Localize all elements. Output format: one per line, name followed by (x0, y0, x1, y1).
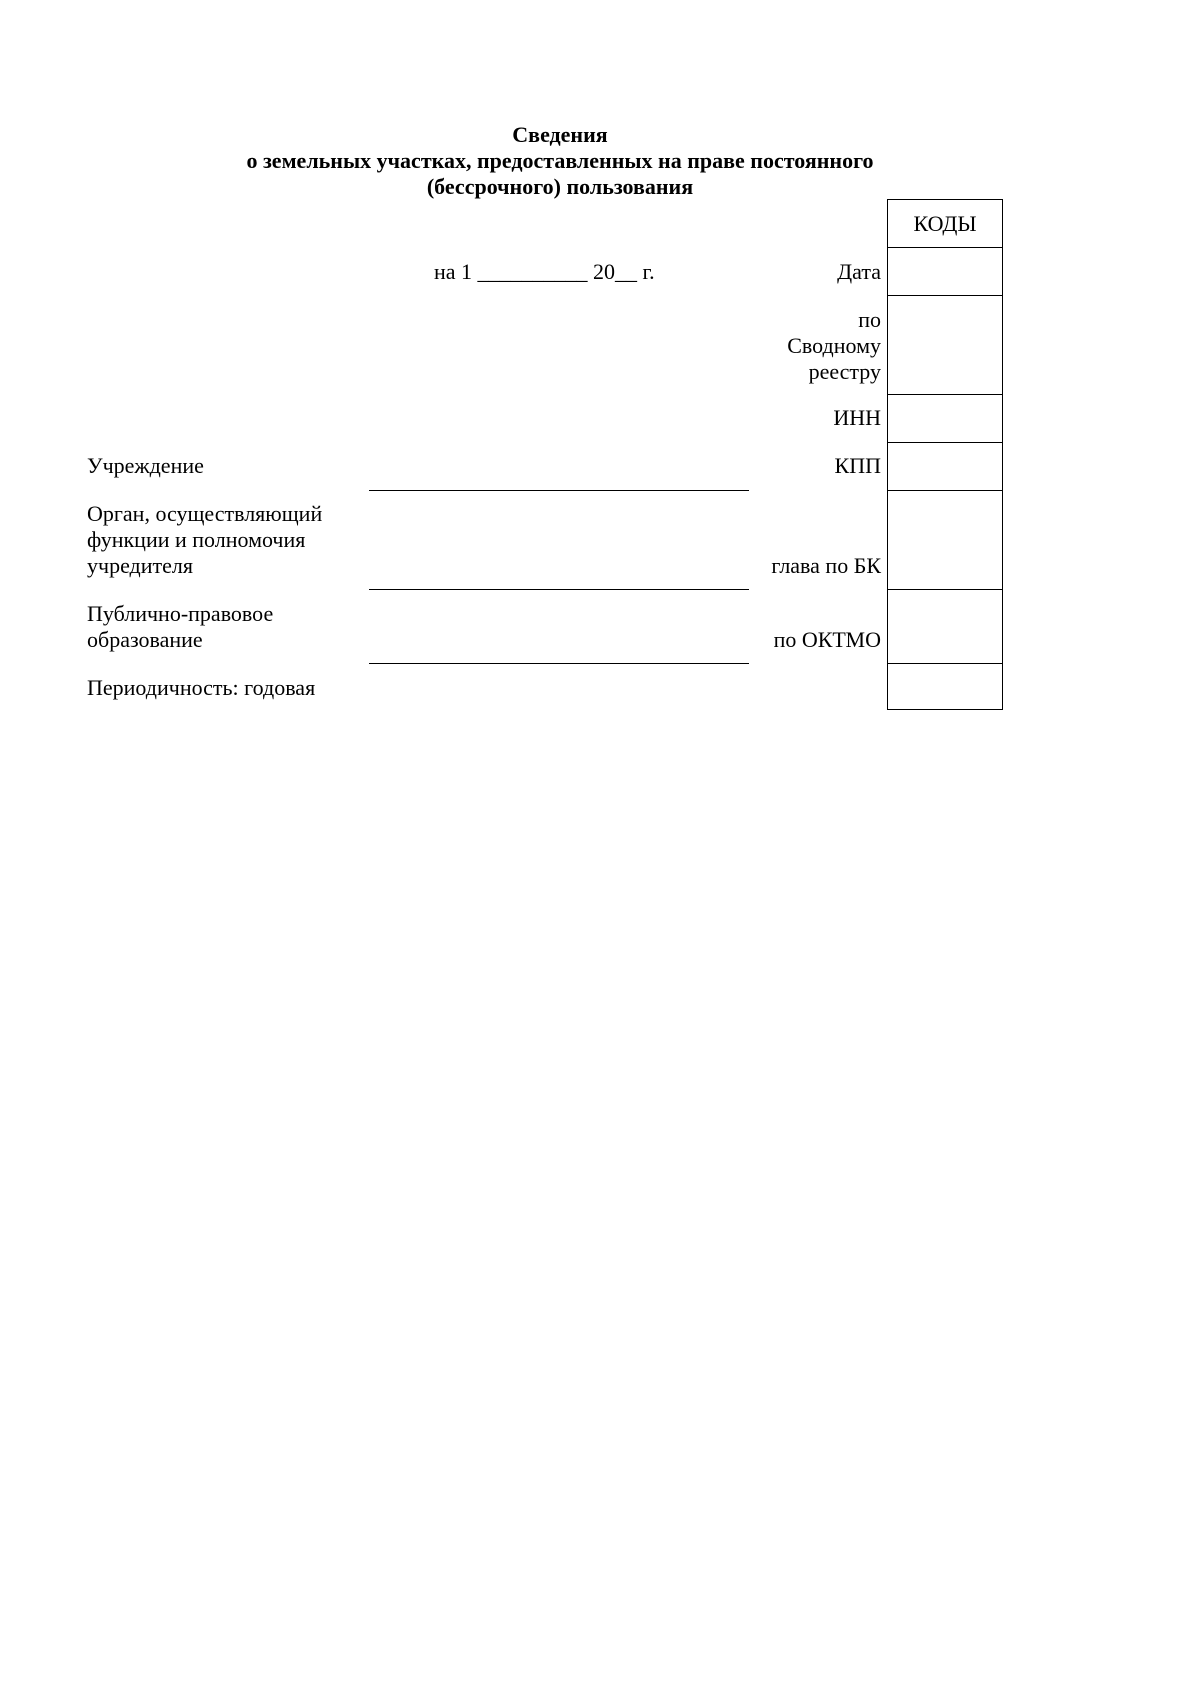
municipality-label-line-2: образование (87, 627, 203, 652)
form-title-line-1: Сведения (512, 122, 608, 147)
codes-row-divider (888, 295, 1002, 296)
founder-underline[interactable] (369, 589, 749, 590)
inn-code-label: ИНН (833, 405, 881, 430)
date-code-label: Дата (837, 259, 881, 284)
codes-row-divider (888, 490, 1002, 491)
municipality-underline[interactable] (369, 663, 749, 664)
report-date-line: на 1 __________ 20__ г. (434, 259, 655, 284)
codes-row-divider (888, 394, 1002, 395)
kpp-code-label: КПП (834, 453, 881, 478)
codes-row-divider (888, 663, 1002, 664)
codes-header: КОДЫ (913, 211, 977, 236)
institution-label: Учреждение (87, 453, 204, 478)
founder-label-line-2: функции и полномочия (87, 527, 306, 552)
oktmo-code-label: по ОКТМО (773, 627, 881, 652)
institution-underline[interactable] (369, 490, 749, 491)
registry-code-label-line-3: реестру (808, 359, 881, 384)
founder-label-line-1: Орган, осуществляющий (87, 501, 323, 526)
codes-row-divider (888, 247, 1002, 248)
periodicity-label: Периодичность: годовая (87, 675, 316, 700)
form-title-line-3: (бессрочного) пользования (426, 174, 694, 199)
form-title-line-2: о земельных участках, предоставленных на праве постоянного (246, 148, 874, 173)
municipality-label-line-1: Публично-правовое (87, 601, 274, 626)
codes-row-divider (888, 442, 1002, 443)
registry-code-label-line-2: Сводному (787, 333, 881, 358)
founder-label-line-3: учредителя (87, 553, 193, 578)
chapter-bk-code-label: глава по БК (771, 553, 881, 578)
codes-row-divider (888, 589, 1002, 590)
registry-code-label-line-1: по (858, 307, 881, 332)
codes-table (887, 199, 1003, 710)
